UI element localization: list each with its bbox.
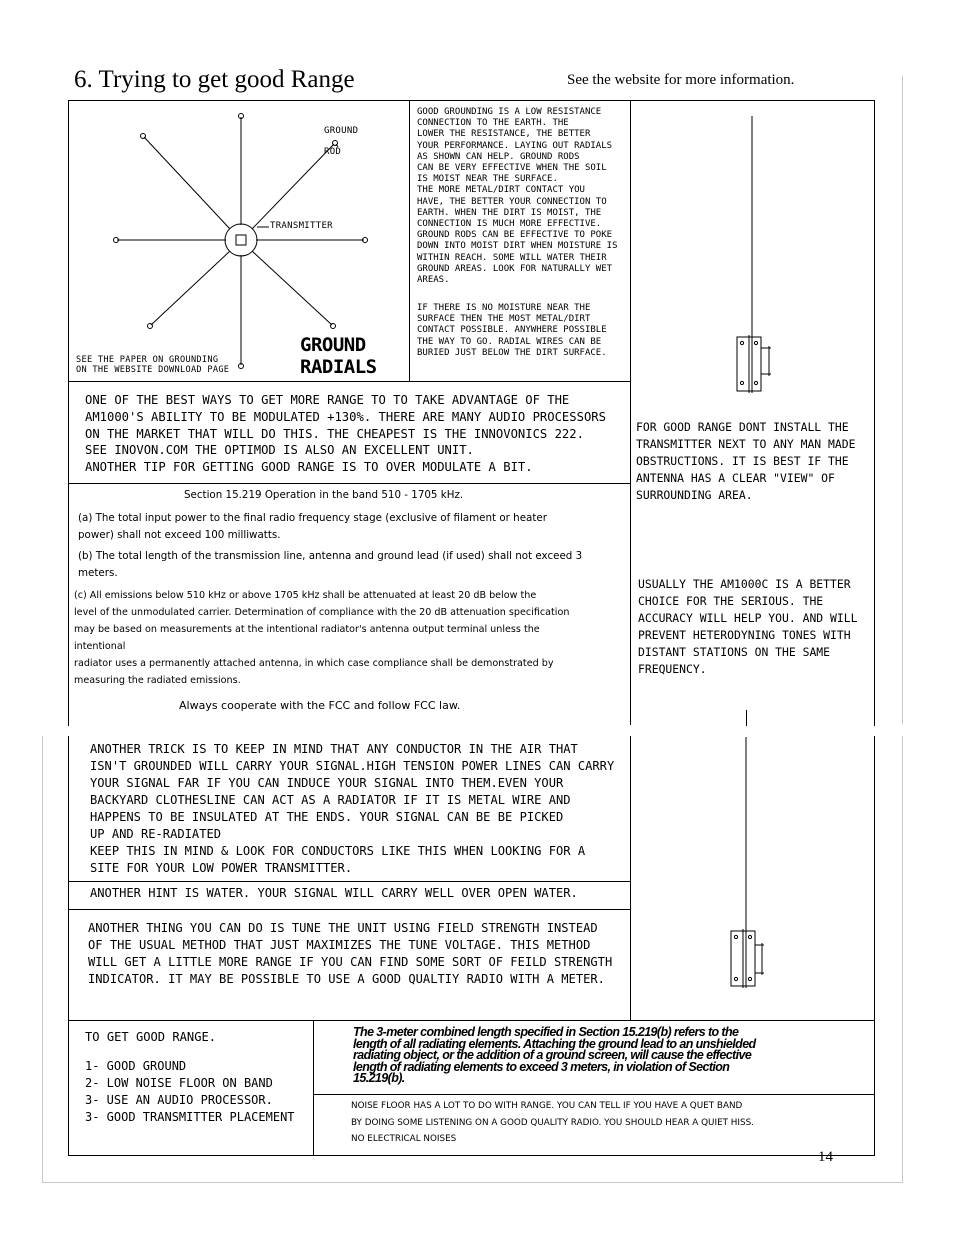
water-tip-text: ANOTHER HINT IS WATER. YOUR SIGNAL WILL CARRY WELL OVER OPEN WATER. bbox=[90, 886, 578, 900]
summary-list bbox=[85, 1058, 295, 1126]
ground-radials-caption: GROUND RADIALS bbox=[300, 334, 377, 378]
grounding-paper-caption: SEE THE PAPER ON GROUNDING ON THE WEBSITE DOWNLOAD PAGE bbox=[76, 355, 230, 375]
summary-item: 3- GOOD TRANSMITTER PLACEMENT bbox=[85, 1110, 295, 1124]
antenna-drawing-top bbox=[631, 101, 874, 401]
field-strength-tip-text: ANOTHER THING YOU CAN DO IS TUNE THE UNIT USING FIELD STRENGTH INSTEAD OF THE USUAL METHOD THAT JUST MAXIMIZES THE TUNE VOLTAGE. THIS METHOD WILL GET A LITTLE MORE RANGE IF YOU CAN FIND SOME SORT OF FEILD STRENGTH INDICATOR. IT MAY BE POSSIBLE TO USE A GOOD QUALTIY RADIO WITH A METER. bbox=[88, 921, 613, 986]
placement-advice-text: FOR GOOD RANGE DONT INSTALL THE TRANSMITTER NEXT TO ANY MAN MADE OBSTRUCTIONS. IT IS BEST IF THE ANTENNA HAS A CLEAR "VIEW" OF SURROUNDING AREA. bbox=[636, 420, 856, 502]
fcc-rule-c: (c) All emissions below 510 kHz or above 1705 kHz shall be attenuated at least 20 dB below the level of the unmodulated carrier. Determination of compliance with the 20 dB attenuation specification may be based on measurements at the intentional radiator's antenna output terminal unless the intentional radiator uses a permanently attached antenna, in which case compliance shall be demonstrated by measuring the radiated emissions. bbox=[74, 590, 570, 686]
conductor-tip-text: ANOTHER TRICK IS TO KEEP IN MIND THAT ANY CONDUCTOR IN THE AIR THAT ISN'T GROUNDED WILL CARRY YOUR SIGNAL.HIGH TENSION POWER LINES CAN CARRY YOUR SIGNAL FAR IF YOU CAN INDUCE YOUR SIGNAL INTO THEM.EVEN YOUR BACKYARD CLOTHESLINE CAN ACT AS A RADIATOR IF IT IS METAL WIRE AND HAPPENS TO BE INSULATED AT THE ENDS. YOUR SIGNAL CAN BE BE PICKED UP AND RE-RADIATED KEEP THIS IN MIND & LOOK FOR CONDUCTORS LIKE THIS WHEN LOOKING FOR A SITE FOR YOUR LOW POWER TRANSMITTER. bbox=[90, 742, 615, 875]
fcc-section-title: Section 15.219 Operation in the band 510 - 1705 kHz. bbox=[184, 489, 464, 501]
ground-rod-label: GROUND ROD bbox=[324, 126, 359, 157]
water-bottom-rule bbox=[68, 909, 631, 910]
page-border-bottom bbox=[42, 1182, 903, 1183]
noise-floor-text: NOISE FLOOR HAS A LOT TO DO WITH RANGE. YOU CAN TELL IF YOU HAVE A QUET BAND BY DOING SOME LISTENING ON A GOOD QUALITY RADIO. YOU SHOULD HEAR A QUIET HISS. NO ELECTRICAL NOISES bbox=[351, 1101, 754, 1144]
page-number: 14 bbox=[818, 1149, 833, 1165]
summary-item: 2- LOW NOISE FLOOR ON BAND bbox=[85, 1076, 273, 1090]
page-border-left-bottom bbox=[42, 736, 43, 1182]
fcc-rule-b: (b) The total length of the transmission line, antenna and ground lead (if used) shall not exceed 3 meters. bbox=[78, 550, 583, 579]
conductor-bottom-rule bbox=[68, 881, 631, 882]
summary-title: TO GET GOOD RANGE. bbox=[85, 1030, 217, 1044]
summary-item: 3- USE AN AUDIO PROCESSOR. bbox=[85, 1093, 273, 1107]
noise-top-rule bbox=[313, 1094, 875, 1095]
page-border-right-top bbox=[902, 76, 903, 724]
antenna-stub-top bbox=[746, 710, 747, 726]
antenna-drawing-bottom bbox=[631, 737, 874, 1017]
grounding-paragraph-2: IF THERE IS NO MOISTURE NEAR THE SURFACE THEN THE MOST METAL/DIRT CONTACT POSSIBLE. ANYWHERE POSSIBLE THE WAY TO GO. RADIAL WIRES CAN BE BURIED JUST BELOW THE DIRT SURFACE. bbox=[417, 303, 607, 358]
modulation-tips-text: ONE OF THE BEST WAYS TO GET MORE RANGE TO TO TAKE ADVANTAGE OF THE AM1000'S ABILITY TO BE MODULATED +130%. THERE ARE MANY AUDIO PROCESSORS ON THE MARKET THAT WILL DO THIS. THE CHEAPEST IS THE INNOVONICS 222. SEE INOVON.COM THE OPTIMOD IS ALSO AN EXCELLENT UNIT. ANOTHER TIP FOR GETTING GOOD RANGE IS TO OVER MODULATE A BIT. bbox=[85, 393, 606, 475]
radials-bottom-rule bbox=[68, 381, 631, 382]
summary-top-rule bbox=[68, 1020, 875, 1021]
three-meter-rule-note: The 3-meter combined length specified in Section 15.219(b) refers to the length of all radiating elements. Attaching the ground lead to an unshielded radiating object, or the addition of a ground screen, will cause the effective length of radiating elements to exceed 3 meters, in violation of Section 15.219(b). bbox=[353, 1025, 756, 1085]
header-note: See the website for more information. bbox=[567, 72, 795, 88]
summary-item: 1- GOOD GROUND bbox=[85, 1059, 187, 1073]
modulation-bottom-rule bbox=[68, 483, 631, 484]
fcc-footer: Always cooperate with the FCC and follow FCC law. bbox=[179, 699, 461, 712]
radials-text-divider bbox=[409, 100, 410, 382]
summary-divider bbox=[313, 1020, 314, 1156]
page-border-right-bottom bbox=[902, 736, 903, 1182]
fcc-rule-a: (a) The total input power to the final radio frequency stage (exclusive of filament or heater power) shall not exceed 100 milliwatts. bbox=[78, 512, 547, 541]
transmitter-label: TRANSMITTER bbox=[270, 221, 333, 231]
page-title: 6. Trying to get good Range bbox=[74, 66, 355, 93]
am1000c-advice-text: USUALLY THE AM1000C IS A BETTER CHOICE FOR THE SERIOUS. THE ACCURACY WILL HELP YOU. AND WILL PREVENT HETERODYNING TONES WITH DISTANT STATIONS ON THE SAME FREQUENCY. bbox=[638, 577, 858, 676]
grounding-paragraph-1: GOOD GROUNDING IS A LOW RESISTANCE CONNECTION TO THE EARTH. THE LOWER THE RESISTANCE, THE BETTER YOUR PERFORMANCE. LAYING OUT RADIALS AS SHOWN CAN HELP. GROUND RODS CAN BE VERY EFFECTIVE WHEN THE SOIL IS MOIST NEAR THE SURFACE. THE MORE METAL/DIRT CONTACT YOU HAVE, THE BETTER YOUR CONNECTION TO EARTH. WHEN THE DIRT IS MOIST, THE CONNECTION IS MUCH MORE EFFECTIVE. GROUND RODS CAN BE EFFECTIVE TO POKE DOWN INTO MOIST DIRT WHEN MOISTURE IS WITHIN REACH. SOME WILL WATER THEIR GROUND AREAS. LOOK FOR NATURALLY WET AREAS. bbox=[417, 107, 618, 286]
